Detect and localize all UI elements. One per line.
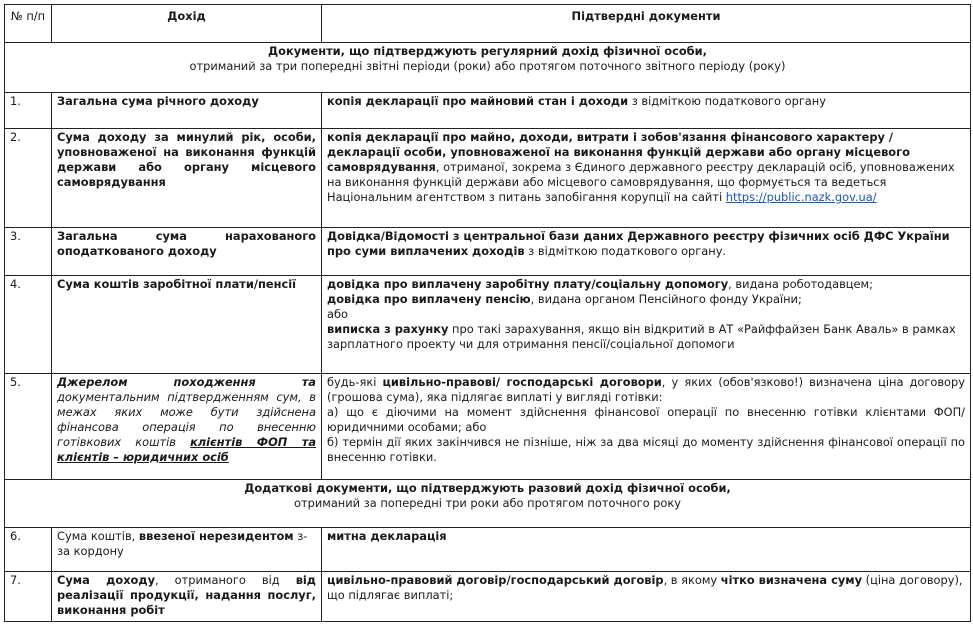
section-title: Додаткові документи, що підтверджують разовий дохід фізичної особи, [244,481,731,495]
documents-cell: митна декларація [322,528,971,572]
doc-line: або [327,307,348,321]
doc-text: , отриманої, зокрема з Єдиного державного реєстру декларацій осіб, уповноважених на виконання функцій держави або місцевого самоврядування, що формується та ведеться Національним агентством з питань запобігання корупції на сайті [327,160,955,204]
income-cell [52,374,322,480]
row-number: 6. [5,528,52,572]
doc-text: з відміткою податкового органу [628,94,826,108]
doc-line [327,375,965,405]
income-underline: клієнтів ФОП та клієнтів – юридичних осіб [57,435,316,464]
income-text: документальним підтвердженням сум, в межах яких може бути здійснена фінансова операція по внесенню готівкових коштів [57,390,316,449]
income-bold: від реалізації продукції, надання послуг, виконання робіт [57,573,316,617]
income-cell [52,572,322,622]
doc-text: з відміткою податкового органу. [524,244,727,258]
table-row [5,276,971,374]
income-text: з-за кордону [57,529,308,558]
income-cell: Сума коштів заробітної плати/пенсії [52,276,322,374]
doc-text: , у яких (обов'язково!) визначена ціна договору (грошова сума), яка підлягає виплаті у вигляді готівки: [327,375,965,404]
doc-line: б) термін дії яких закінчився не пізніше, ніж за два місяці до моменту здійснення фінансової операції по внесенню готівки. [327,435,965,464]
income-text: , отриманого від [155,573,296,587]
income-text: Сума коштів, [57,529,139,543]
row-number: 2. [5,129,52,228]
table-row [5,228,971,276]
documents-cell [322,228,971,276]
doc-text: (ціна договору), що підлягає виплаті; [327,573,963,602]
doc-line [327,322,965,352]
doc-bold: Довідка/Відомості з центральної бази даних Державного реєстру фізичних осіб ДФС України про суми виплачених доходів [327,229,950,258]
table-row [5,528,971,572]
doc-bold: довідка про виплачену заробітну плату/соціальну допомогу [327,277,729,291]
header-documents: Підтвердні документи [322,5,971,43]
row-number: 5. [5,374,52,480]
doc-bold: довідка про виплачену пенсію [327,292,531,306]
row-number: 1. [5,93,52,129]
income-cell: Сума доходу за минулий рік, особи, уповноваженої на виконання функцій держави або органу місцевого самоврядування [52,129,322,228]
doc-text: , в якому [663,573,721,587]
documents-cell [322,93,971,129]
income-documents-table [4,4,971,622]
table-row [5,572,971,622]
income-cell: Загальна сума річного доходу [52,93,322,129]
doc-text: будь-які [327,375,383,389]
row-number: 3. [5,228,52,276]
income-cell: Загальна сума нарахованого оподаткованого доходу [52,228,322,276]
documents-cell [322,572,971,622]
header-income: Дохід [52,5,322,43]
doc-line [327,277,965,292]
section-regular-income [5,43,971,93]
doc-bold: виписка з рахунку [327,322,449,336]
header-row [5,5,971,43]
section-subtitle: отриманий за три попередні звітні періоди (роки) або протягом поточного звітного періоду (року) [189,59,786,73]
doc-bold: цивільно-правові/ господарські договори [382,375,662,389]
doc-text: про такі зарахування, якщо він відкритий в АТ «Райффайзен Банк Аваль» в рамках зарплатного проекту чи для отримання пенсії/соціальної допомоги [327,322,956,351]
income-bold: Джерелом походження та [57,375,316,389]
doc-text: , видана роботодавцем; [728,277,873,291]
doc-line [327,292,965,307]
income-bold: ввезеної нерезидентом [138,529,294,543]
header-number: № п/п [5,5,52,43]
documents-cell [322,276,971,374]
doc-bold: цивільно-правовий договір/господарський договір [327,573,664,587]
doc-text: , видана органом Пенсійного фонду України; [530,292,802,306]
documents-cell [322,374,971,480]
row-number: 7. [5,572,52,622]
doc-bold: копія декларації про майно, доходи, витрати і зобов'язання фінансового характеру / декларації особи, уповноваженої на виконання функцій держави або органу місцевого самоврядування [327,130,910,174]
section-subtitle: отриманий за попередні три роки або протягом поточного року [293,496,681,510]
income-bold: Сума доходу [57,573,155,587]
section-title-cell [5,43,971,93]
income-cell [52,528,322,572]
documents-cell [322,129,971,228]
table-row [5,93,971,129]
doc-bold: копія декларації про майновий стан і доходи [327,94,629,108]
section-one-time-income [5,480,971,528]
table-row [5,374,971,480]
section-title: Документи, що підтверджують регулярний дохід фізичної особи, [268,44,707,58]
nazk-link[interactable]: https://public.nazk.gov.ua/ [725,190,877,204]
section-title-cell [5,480,971,528]
row-number: 4. [5,276,52,374]
doc-line: а) що є діючими на момент здійснення фінансової операції по внесенню готівки клієнтами ФОП/юридичними особами; або [327,405,965,434]
doc-bold: чітко визначена суму [720,573,862,587]
table-row [5,129,971,228]
